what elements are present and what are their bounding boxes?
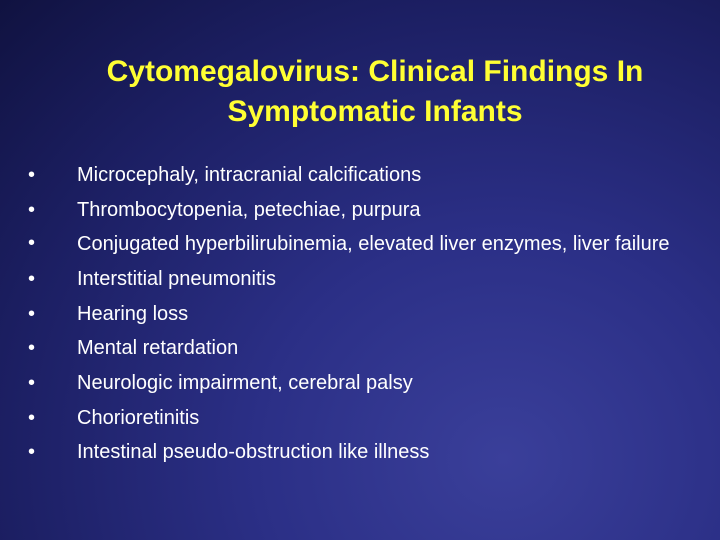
bullet-text: Neurologic impairment, cerebral palsy <box>77 371 413 394</box>
bullet-list <box>28 158 698 470</box>
bullet-text: Intestinal pseudo-obstruction like illness <box>77 441 430 464</box>
bullet-text: Conjugated hyperbilirubinemia, elevated liver enzymes, liver failure <box>77 233 670 256</box>
bullet-item <box>28 262 698 297</box>
bullet-item <box>28 331 698 366</box>
bullet-item <box>28 193 698 228</box>
bullet-icon: • <box>28 371 36 394</box>
bullet-item <box>28 366 698 401</box>
title-line-1: Cytomegalovirus: Clinical Findings In <box>106 55 644 88</box>
bullet-icon: • <box>28 164 36 186</box>
bullet-item <box>28 401 698 436</box>
bullet-icon: • <box>28 406 36 429</box>
bullet-text: Chorioretinitis <box>77 406 200 429</box>
bullet-text: Interstitial pneumonitis <box>77 268 276 291</box>
bullet-text: Microcephaly, intracranial calcifications <box>77 164 422 186</box>
bullet-item <box>28 158 698 193</box>
bullet-icon: • <box>28 232 36 255</box>
bullet-item <box>28 227 698 262</box>
bullet-icon: • <box>28 302 36 325</box>
bullet-icon: • <box>28 337 36 360</box>
bullet-item <box>28 435 698 470</box>
bullet-text: Hearing loss <box>77 302 189 325</box>
bullet-icon: • <box>28 441 36 464</box>
bullet-item <box>28 297 698 332</box>
slide-title <box>30 52 720 132</box>
bullet-icon: • <box>28 268 36 291</box>
title-line-2: Symptomatic Infants <box>227 95 523 128</box>
bullet-text: Thrombocytopenia, petechiae, purpura <box>77 198 421 221</box>
bullet-text: Mental retardation <box>77 337 239 360</box>
bullet-icon: • <box>28 198 36 221</box>
